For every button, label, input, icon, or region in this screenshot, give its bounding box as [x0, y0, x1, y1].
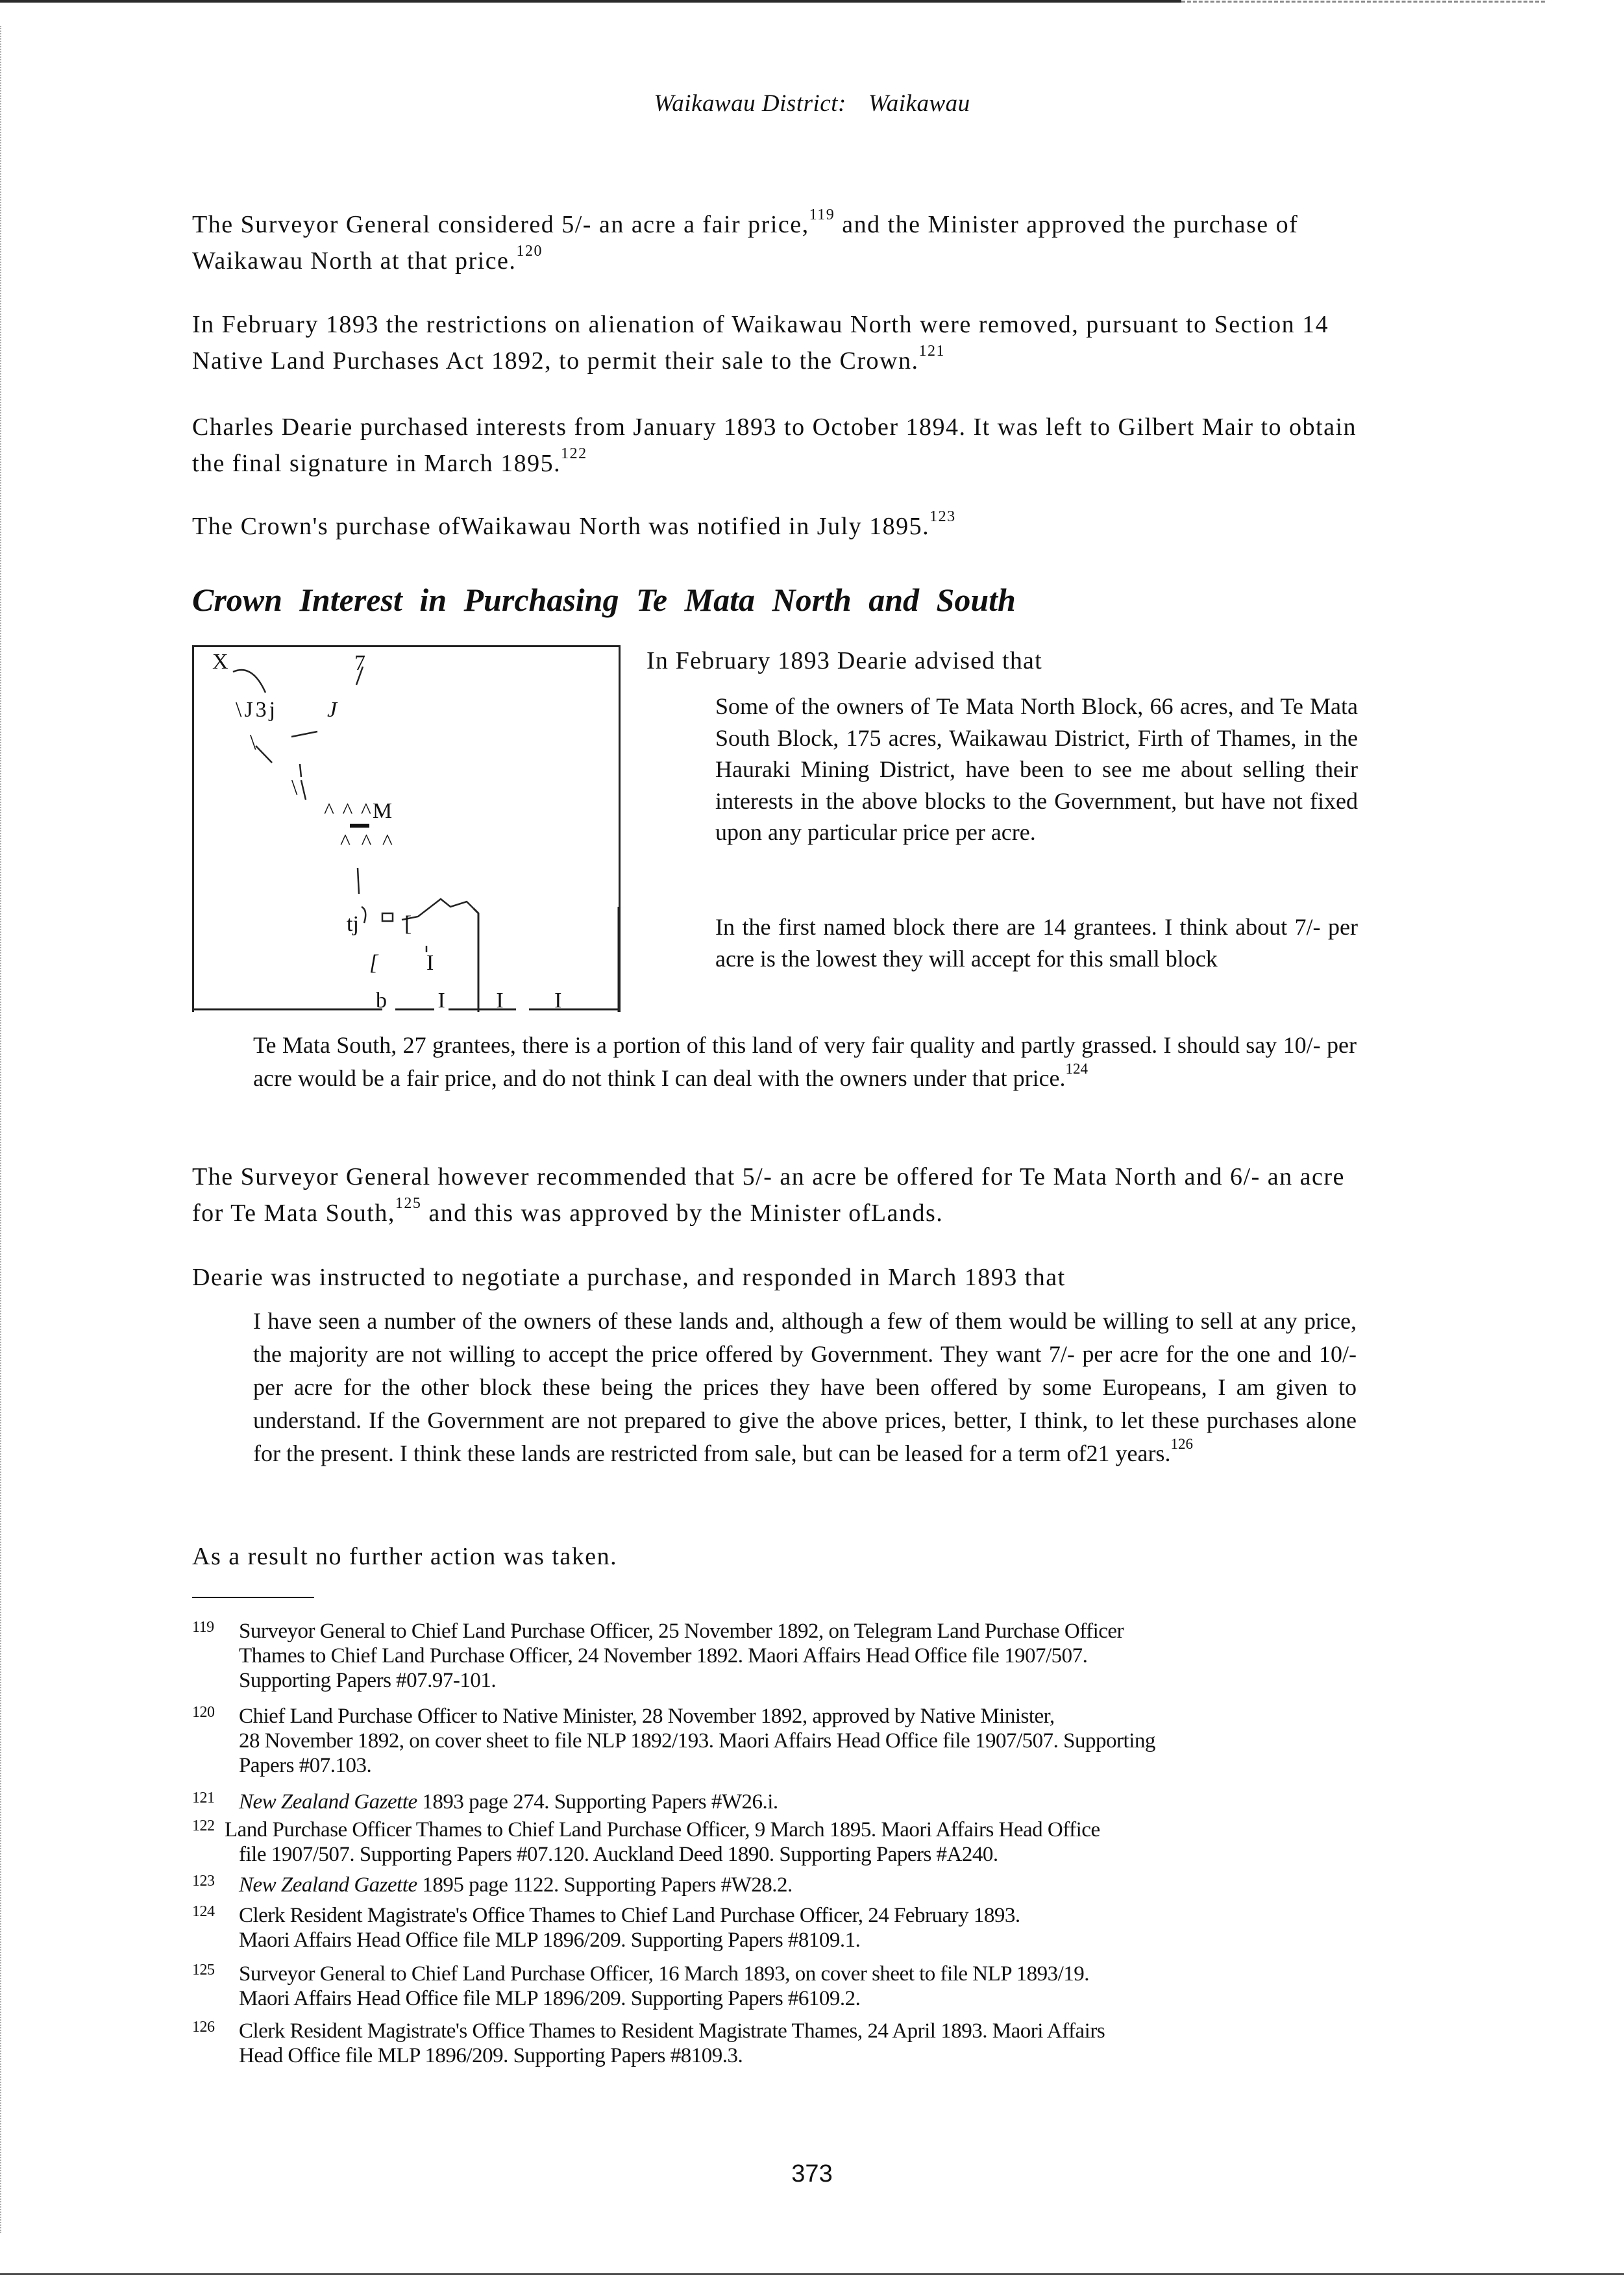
- paragraph-instructed: Dearie was instructed to negotiate a purchase, and responded in March 1893 that: [192, 1264, 1066, 1291]
- map-label-caret-m: ^ ^ ^M: [324, 799, 394, 823]
- footnote-ref-126: 126: [1170, 1436, 1193, 1452]
- footnote-ref-122: 122: [561, 445, 587, 463]
- page-number: 373: [791, 2160, 833, 2187]
- paragraph-restrictions: In February 1893 the restrictions on alienation of Waikawau North were removed, pursuant to Section 14 Native Land Purchases Act 1892, to permit their sale to the Crown.$^{121}$: [192, 311, 1329, 375]
- map-label-bottom: b I I I: [376, 989, 562, 1013]
- section-heading: Crown Interest in Purchasing Te Mata North and South: [192, 582, 1016, 618]
- map-label-tj: tj: [347, 912, 359, 936]
- quote-owners-reply: I have seen a number of the owners of these lands and, although a few of them would be willing to sell at any price, the majority are not willing to accept the price offered by Government. They want 7/- per acre for the one and 10/- per acre for the other block these being the prices they have been offered by some Europeans, I am given to understand. If the Government are not prepared to give the above prices, better, I think, to let these purchases alone for the present. I think these lands are restricted from sale, but can be leased for a term of21 years.$^{126}$: [253, 1308, 1357, 1466]
- footnote-ref-123: 123: [929, 508, 956, 526]
- footnote-125: 125 Surveyor General to Chief Land Purchase Officer, 16 March 1893, on cover sheet to file NLP 1893/19. Maori Affairs Head Office file MLP 1896/209. Supporting Papers #6109.2.: [192, 1962, 1090, 2010]
- scan-edge-left: [0, 26, 1, 2233]
- map-label-j: J: [327, 698, 338, 722]
- paragraph-recommendation: The Surveyor General however recommended that 5/- an acre be offered for Te Mata North and 6/- an acre for Te Mata South,$^{125}$ and this was approved by the Minister ofLands.: [192, 1163, 1345, 1227]
- map-label-j3j: \J3j: [236, 698, 278, 722]
- map-label-carets: ^ ^ ^: [340, 830, 395, 854]
- map-label-7: 7: [354, 651, 365, 675]
- paragraph-dearie-purchase: Charles Dearie purchased interests from January 1893 to October 1894. It was left to Gilbert Mair to obtain the final signature in March 1895.$^{122}$: [192, 413, 1357, 477]
- paragraph-price: The Surveyor General considered 5/- an acre a fair price,$^{119}$ and the Minister approved the purchase of Waikawau North at that price.$^{120}$: [192, 206, 1299, 275]
- map-label-i: I: [426, 951, 434, 975]
- footnote-122: 122 Land Purchase Officer Thames to Chief Land Purchase Officer, 9 March 1895. Maori Affairs Head Office file 1907/507. Supporting Papers #07.120. Auckland Deed 1890. Supporting Papers #A240.: [192, 1817, 1100, 1866]
- paragraph-notified: The Crown's purchase ofWaikawau North was notified in July 1895.$^{123}$: [192, 508, 956, 540]
- quote-owners: Some of the owners of Te Mata North Block, 66 acres, and Te Mata South Block, 175 acres, Waikawau District, Firth of Thames, in the Hauraki Mining District, have been to see me about selling their interests in the above blocks to the Government, but have not fixed upon any particular price per acre.: [715, 693, 1358, 845]
- footnote-126: 126 Clerk Resident Magistrate's Office Thames to Resident Magistrate Thames, 24 April 1893. Maori Affairs Head Office file MLP 1896/209. Supporting Papers #8109.3.: [192, 2019, 1105, 2067]
- footnote-119: 119 Surveyor General to Chief Land Purchase Officer, 25 November 1892, on Telegram Land Purchase Officer Thames to Chief Land Purchase Officer, 24 November 1892. Maori Affairs Head Office file 1907/507. Supporting Papers #07.97-101.: [192, 1619, 1124, 1692]
- footnote-121: 121 New Zealand Gazette 1893 page 274. Supporting Papers #W26.i.: [192, 1790, 778, 1814]
- scan-edge-bottom: [0, 2273, 1624, 2275]
- footnote-124: 124 Clerk Resident Magistrate's Office Thames to Chief Land Purchase Officer, 24 February 1893. Maori Affairs Head Office file MLP 1896/209. Supporting Papers #8109.1.: [192, 1903, 1020, 1952]
- scan-edge-top: [0, 0, 1181, 3]
- footnote-123: 123 New Zealand Gazette 1895 page 1122. Supporting Papers #W28.2.: [192, 1873, 793, 1897]
- footnote-rule: [192, 1597, 314, 1598]
- footnote-ref-121: 121: [918, 343, 945, 360]
- footnote-ref-125: 125: [395, 1195, 422, 1213]
- map-label-x: X: [212, 650, 228, 674]
- quote-intro: In February 1893 Dearie advised that: [646, 647, 1042, 674]
- footnote-ref-119: 119: [809, 206, 835, 224]
- footnote-120: 120 Chief Land Purchase Officer to Native Minister, 28 November 1892, approved by Native Minister, 28 November 1892, on cover sheet to file NLP 1892/193. Maori Affairs Head Office file 1907/507. Supporting Papers #07.103.: [192, 1704, 1155, 1777]
- map-label-bracket-lower: [: [369, 951, 378, 975]
- footnote-ref-124: 124: [1065, 1061, 1089, 1077]
- quote-te-mata-south: Te Mata South, 27 grantees, there is a portion of this land of very fair quality and partly grassed. I should say 10/- per acre would be a fair price, and do not think I can deal with the owners under that price.$^{124}$: [253, 1032, 1357, 1091]
- scan-edge-top-dashed: [1181, 1, 1545, 3]
- map-label-bracket: [: [404, 912, 412, 936]
- sketch-map: X 7 \J3j J \ \ ^ ^ ^M ^ ^ ^ tj [ [ I b I I I: [192, 645, 621, 1012]
- header-district: Waikawau District:: [654, 90, 846, 117]
- header-block: Waikawau: [868, 90, 970, 117]
- footnote-ref-120: 120: [516, 243, 543, 260]
- quote-grantees: In the first named block there are 14 grantees. I think about 7/- per acre is the lowest they will accept for this small block: [715, 914, 1358, 972]
- paragraph-result: As a result no further action was taken.: [192, 1543, 618, 1570]
- running-header: [0, 90, 1624, 117]
